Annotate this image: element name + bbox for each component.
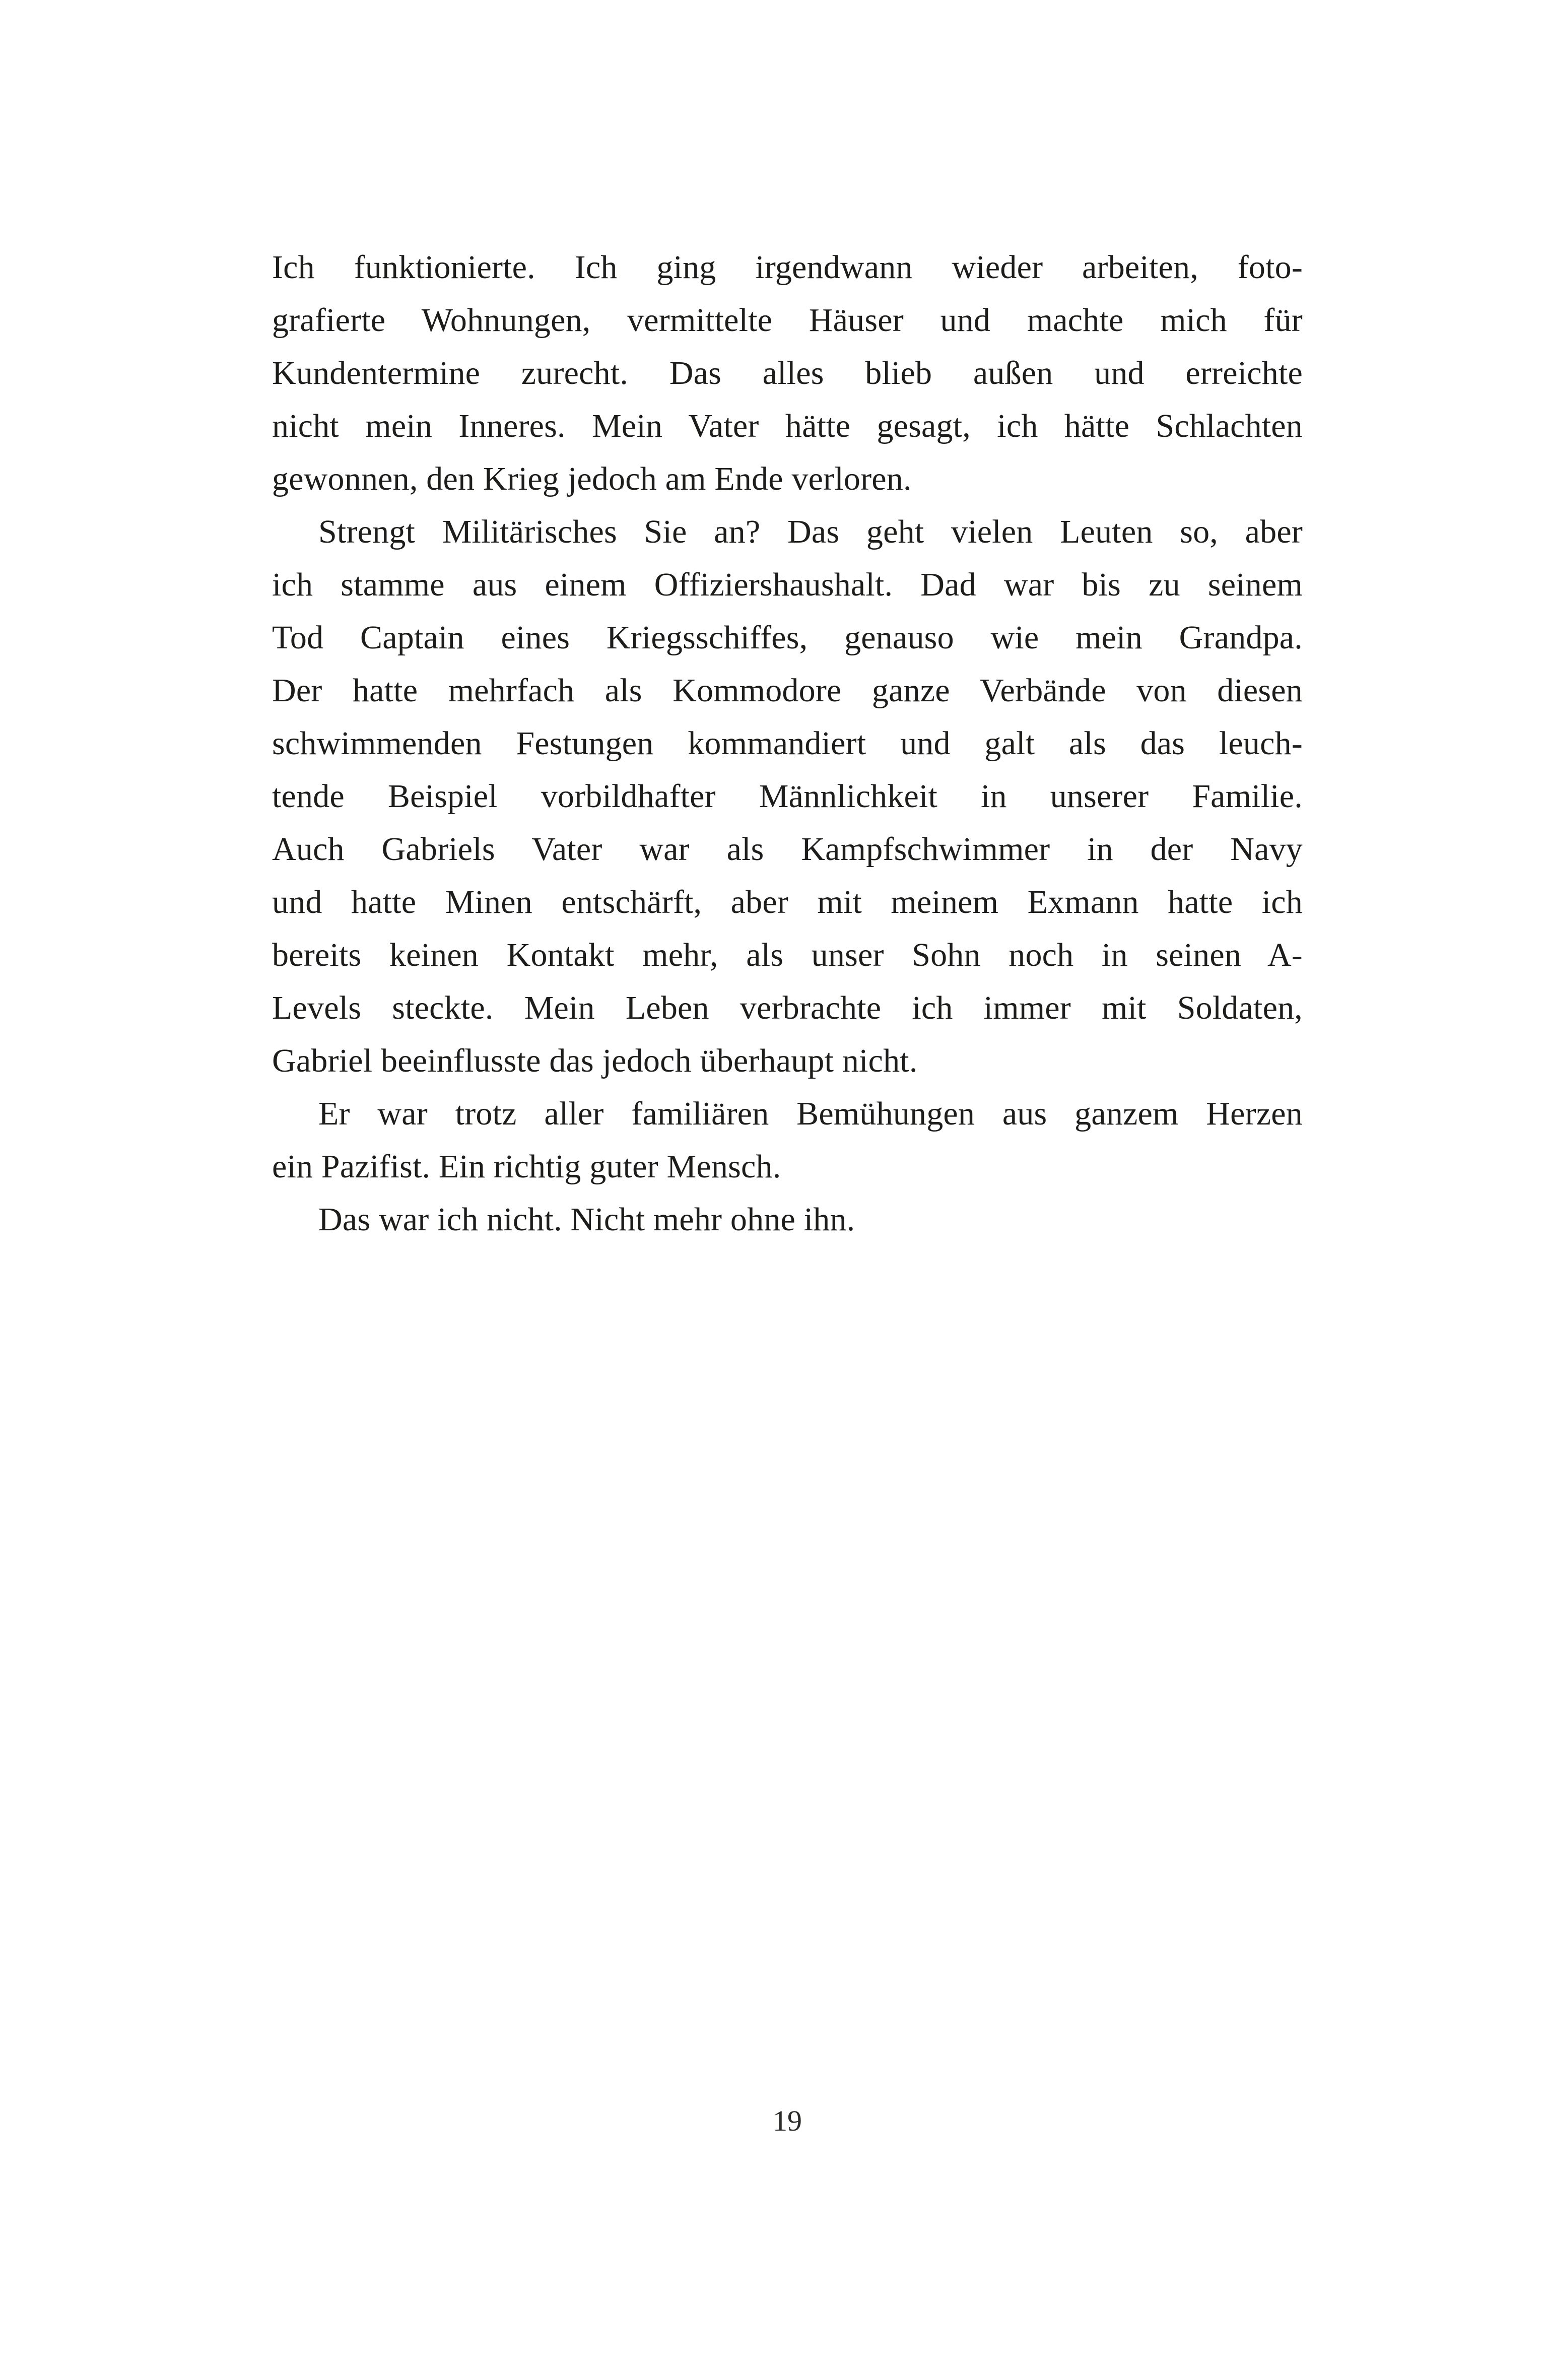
text-line: Kundentermine zurecht. Das alles blieb außen und erreichte (272, 355, 1303, 391)
text-line: ich stamme aus einem Offiziershaushalt. Dad war bis zu seinem (272, 566, 1303, 603)
text-line: bereits keinen Kontakt mehr, als unser Sohn noch in seinen A- (272, 937, 1303, 973)
text-line: schwimmenden Festungen kommandiert und galt als das leuch- (272, 725, 1303, 762)
text-block (272, 241, 1303, 1246)
text-line: Er war trotz aller familiären Bemühungen aus ganzem Herzen (318, 1095, 1303, 1132)
text-line: Tod Captain eines Kriegsschiffes, genauso wie mein Grandpa. (272, 619, 1303, 656)
text-line: tende Beispiel vorbildhafter Männlichkeit in unserer Familie. (272, 778, 1303, 815)
text-line: und hatte Minen entschärft, aber mit meinem Exmann hatte ich (272, 884, 1303, 920)
text-line: Das war ich nicht. Nicht mehr ohne ihn. (318, 1201, 855, 1238)
text-line: Auch Gabriels Vater war als Kampfschwimmer in der Navy (272, 831, 1303, 868)
text-line: nicht mein Inneres. Mein Vater hätte gesagt, ich hätte Schlachten (272, 408, 1303, 444)
text-line: Levels steckte. Mein Leben verbrachte ich immer mit Soldaten, (272, 989, 1303, 1026)
text-line: Gabriel beeinflusste das jedoch überhaupt nicht. (272, 1042, 918, 1079)
text-line: ein Pazifist. Ein richtig guter Mensch. (272, 1148, 781, 1185)
text-line: grafierte Wohnungen, vermittelte Häuser und machte mich für (272, 302, 1303, 339)
text-line: Der hatte mehrfach als Kommodore ganze Verbände von diesen (272, 672, 1303, 709)
page-number: 19 (773, 2104, 802, 2137)
text-line: Strengt Militärisches Sie an? Das geht vielen Leuten so, aber (318, 513, 1303, 550)
text-line: gewonnen, den Krieg jedoch am Ende verloren. (272, 460, 912, 497)
text-line: Ich funktionierte. Ich ging irgendwann wieder arbeiten, foto- (272, 249, 1303, 286)
